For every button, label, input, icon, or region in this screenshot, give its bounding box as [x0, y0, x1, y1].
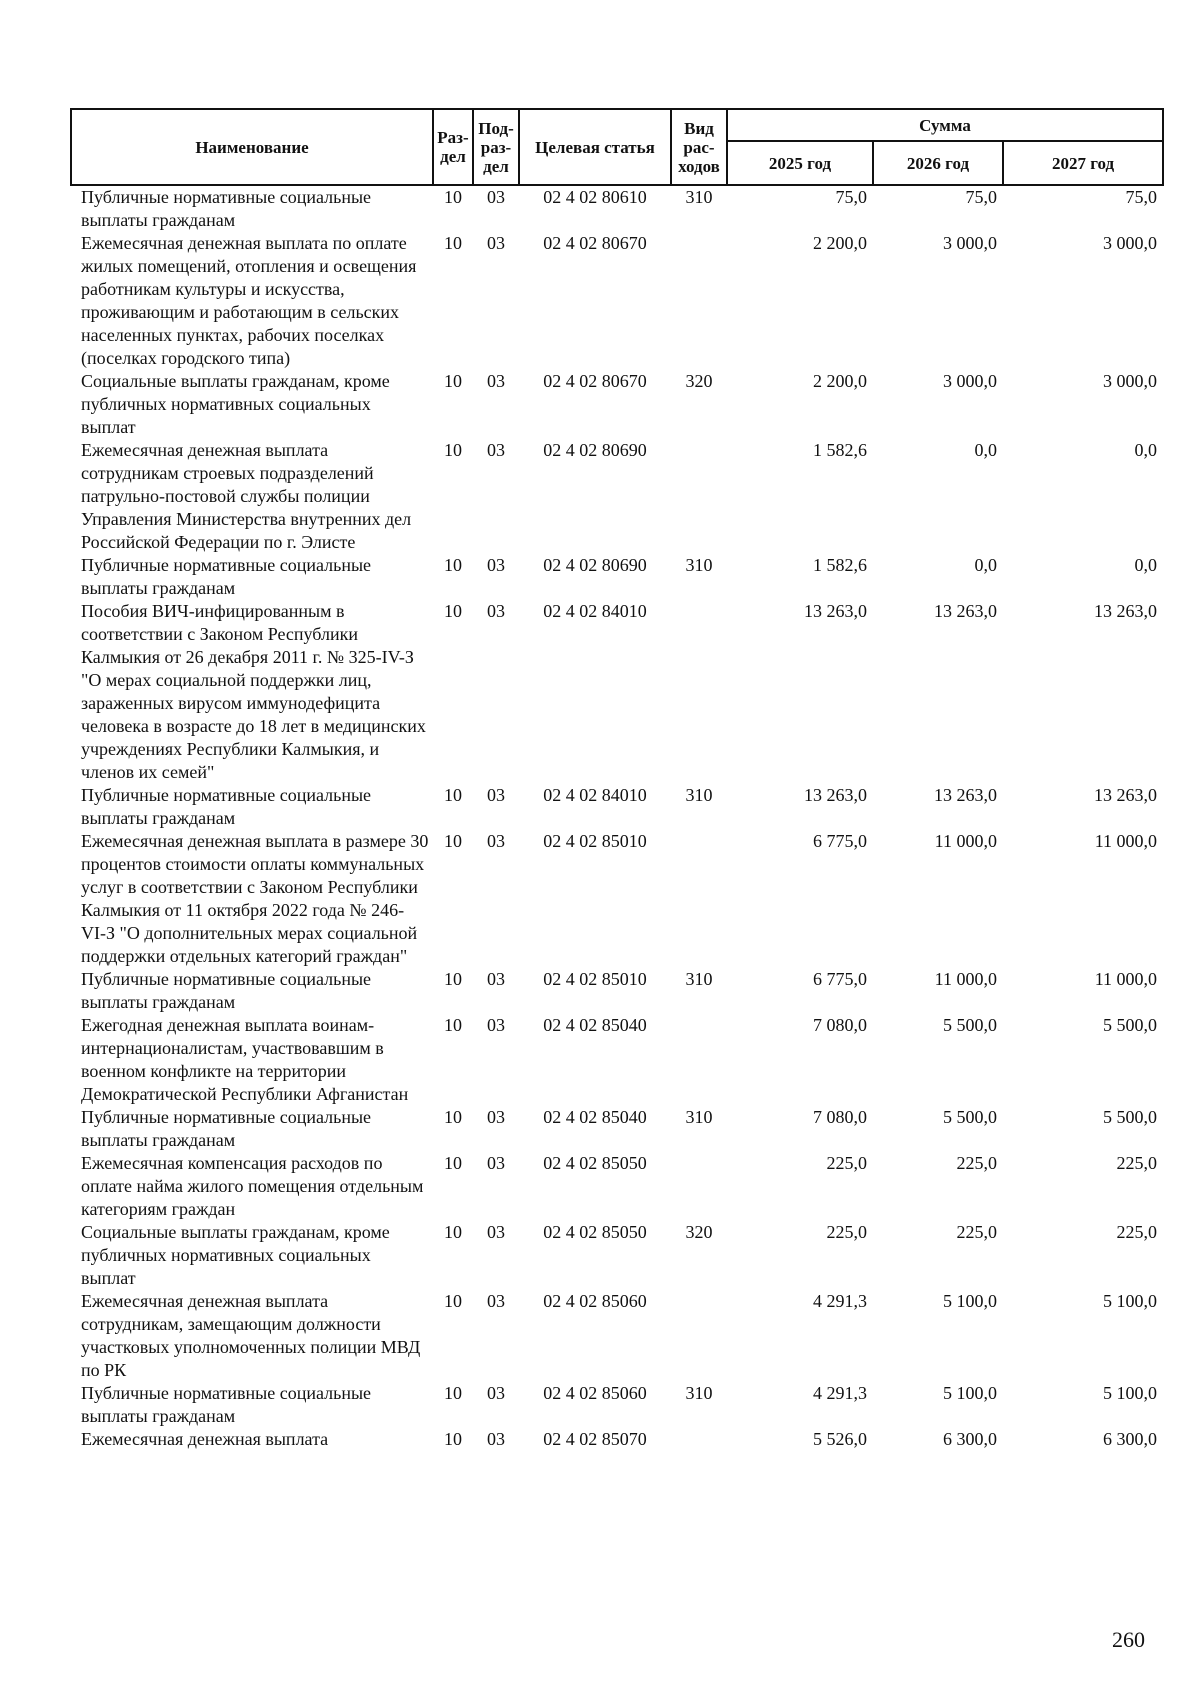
- table-row: [71, 1106, 1163, 1152]
- row-target: 02 4 02 85040: [543, 1107, 647, 1127]
- row-sum-2026: 3 000,0: [943, 371, 997, 391]
- row-name: Ежемесячная компенсация расходов по оплате найма жилого помещения отдельным категориям граждан: [81, 1153, 424, 1219]
- row-sum-2026: 5 100,0: [943, 1383, 997, 1403]
- row-podrazdel: 03: [487, 1107, 505, 1127]
- row-target: 02 4 02 85050: [543, 1222, 647, 1242]
- row-razdel: 10: [444, 187, 462, 207]
- row-sum-2027: 13 263,0: [1094, 601, 1158, 621]
- row-sum-2026: 5 500,0: [943, 1107, 997, 1127]
- row-name: Публичные нормативные социальные выплаты гражданам: [81, 1383, 372, 1426]
- row-sum-2025: 6 775,0: [813, 831, 867, 851]
- row-target: 02 4 02 80670: [543, 371, 647, 391]
- row-sum-2027: 225,0: [1116, 1222, 1158, 1242]
- table-row: [71, 232, 1163, 370]
- row-podrazdel: 03: [487, 555, 505, 575]
- row-target: 02 4 02 85070: [543, 1429, 647, 1449]
- row-sum-2027: 0,0: [1134, 555, 1158, 575]
- row-sum-2027: 11 000,0: [1094, 969, 1158, 989]
- table-row: [71, 600, 1163, 784]
- row-vid: [671, 1014, 727, 1106]
- row-podrazdel: 03: [487, 371, 505, 391]
- row-razdel: 10: [444, 1383, 462, 1403]
- row-sum-2025: 2 200,0: [813, 233, 867, 253]
- row-vid: 310: [685, 1383, 713, 1403]
- row-podrazdel: 03: [487, 187, 505, 207]
- header-name: Наименование: [71, 109, 433, 185]
- row-razdel: 10: [444, 1015, 462, 1035]
- table-row: [71, 1152, 1163, 1221]
- table-row: [71, 554, 1163, 600]
- row-podrazdel: 03: [487, 1015, 505, 1035]
- row-name: Ежемесячная денежная выплата: [81, 1429, 329, 1449]
- row-target: 02 4 02 80690: [543, 555, 647, 575]
- row-vid: 310: [685, 187, 713, 207]
- row-razdel: 10: [444, 785, 462, 805]
- row-target: 02 4 02 85010: [543, 831, 647, 851]
- header-sum: Сумма: [727, 109, 1163, 141]
- row-sum-2026: 225,0: [956, 1222, 997, 1242]
- row-sum-2025: 6 775,0: [813, 969, 867, 989]
- row-sum-2025: 13 263,0: [804, 601, 867, 621]
- row-sum-2025: 225,0: [826, 1153, 867, 1173]
- header-2025: 2025 год: [727, 141, 873, 185]
- row-podrazdel: 03: [487, 1222, 505, 1242]
- row-razdel: 10: [444, 969, 462, 989]
- row-vid: [671, 600, 727, 784]
- row-sum-2027: 3 000,0: [1103, 371, 1158, 391]
- row-name: Социальные выплаты гражданам, кроме публичных нормативных социальных выплат: [81, 371, 390, 437]
- header-podrazdel: Под-раз-дел: [473, 109, 519, 185]
- page-number: 260: [1112, 1627, 1145, 1652]
- row-vid: [671, 1290, 727, 1382]
- row-razdel: 10: [444, 233, 462, 253]
- row-sum-2026: 11 000,0: [934, 969, 997, 989]
- row-sum-2027: 75,0: [1125, 187, 1158, 207]
- table-header: [71, 109, 1163, 185]
- row-sum-2026: 13 263,0: [934, 601, 997, 621]
- row-target: 02 4 02 85060: [543, 1383, 647, 1403]
- row-target: 02 4 02 85010: [543, 969, 647, 989]
- table-row: [71, 1014, 1163, 1106]
- row-podrazdel: 03: [487, 233, 505, 253]
- row-razdel: 10: [444, 555, 462, 575]
- row-vid: [671, 1152, 727, 1221]
- table-row: [71, 968, 1163, 1014]
- table-row: [71, 1382, 1163, 1428]
- row-podrazdel: 03: [487, 440, 505, 460]
- row-sum-2026: 225,0: [956, 1153, 997, 1173]
- table-row: [71, 185, 1163, 232]
- table-body: [71, 185, 1163, 1451]
- table-row: [71, 1290, 1163, 1382]
- row-name: Ежемесячная денежная выплата в размере 30 процентов стоимости оплаты коммунальных услуг в соответствии с Законом Республики Калмыкия от 11 октября 2022 года № 246-VI-З "О дополнительных мерах социальной поддержки отдельных категорий граждан": [81, 831, 429, 966]
- row-razdel: 10: [444, 1291, 462, 1311]
- row-razdel: 10: [444, 1429, 462, 1449]
- row-sum-2027: 6 300,0: [1103, 1429, 1158, 1449]
- row-sum-2025: 7 080,0: [813, 1015, 867, 1035]
- row-sum-2026: 5 100,0: [943, 1291, 997, 1311]
- header-target: Целевая статья: [519, 109, 671, 185]
- table-row: [71, 1428, 1163, 1451]
- row-vid: 310: [685, 555, 713, 575]
- row-name: Ежемесячная денежная выплата по оплате жилых помещений, отопления и освещения работникам культуры и искусства, проживающим и работающим в сельских населенных пунктах, рабочих поселках (поселках городского типа): [81, 233, 417, 368]
- row-sum-2026: 75,0: [965, 187, 997, 207]
- row-name: Публичные нормативные социальные выплаты гражданам: [81, 1107, 372, 1150]
- header-2027: 2027 год: [1003, 141, 1163, 185]
- row-sum-2025: 4 291,3: [813, 1383, 867, 1403]
- row-sum-2027: 11 000,0: [1094, 831, 1158, 851]
- row-razdel: 10: [444, 440, 462, 460]
- row-name: Ежегодная денежная выплата воинам-интернационалистам, участвовавшим в военном конфликте на территории Демократической Республики Афганистан: [81, 1015, 409, 1104]
- row-target: 02 4 02 85050: [543, 1153, 647, 1173]
- row-target: 02 4 02 85040: [543, 1015, 647, 1035]
- row-vid: 320: [685, 371, 713, 391]
- row-razdel: 10: [444, 1153, 462, 1173]
- row-vid: 320: [685, 1222, 713, 1242]
- row-sum-2025: 1 582,6: [813, 440, 867, 460]
- row-sum-2027: 225,0: [1116, 1153, 1158, 1173]
- row-sum-2027: 13 263,0: [1094, 785, 1158, 805]
- row-sum-2027: 5 100,0: [1103, 1383, 1158, 1403]
- row-vid: [671, 1428, 727, 1451]
- row-sum-2027: 3 000,0: [1103, 233, 1158, 253]
- header-2026: 2026 год: [873, 141, 1003, 185]
- row-name: Ежемесячная денежная выплата сотрудникам, замещающим должности участковых уполномоченных полиции МВД по РК: [81, 1291, 421, 1380]
- row-vid: [671, 232, 727, 370]
- row-razdel: 10: [444, 1107, 462, 1127]
- row-razdel: 10: [444, 831, 462, 851]
- row-podrazdel: 03: [487, 969, 505, 989]
- row-podrazdel: 03: [487, 1383, 505, 1403]
- row-podrazdel: 03: [487, 1291, 505, 1311]
- row-podrazdel: 03: [487, 831, 505, 851]
- row-sum-2026: 13 263,0: [934, 785, 997, 805]
- table-row: [71, 830, 1163, 968]
- row-sum-2025: 4 291,3: [813, 1291, 867, 1311]
- row-sum-2025: 1 582,6: [813, 555, 867, 575]
- row-vid: [671, 830, 727, 968]
- header-razdel: Раз-дел: [433, 109, 473, 185]
- row-vid: 310: [685, 785, 713, 805]
- row-sum-2027: 5 500,0: [1103, 1015, 1158, 1035]
- row-target: 02 4 02 84010: [543, 601, 647, 621]
- row-sum-2025: 225,0: [826, 1222, 867, 1242]
- row-name: Пособия ВИЧ-инфицированным в соответствии с Законом Республики Калмыкия от 26 декабря 2011 г. № 325-IV-З "О мерах социальной поддержки лиц, зараженных вирусом иммунодефицита человека в возрасте до 18 лет в медицинских учреждениях Республики Калмыкия, и членов их семей": [81, 601, 426, 782]
- row-vid: 310: [685, 1107, 713, 1127]
- row-vid: [671, 439, 727, 554]
- table-row: [71, 1221, 1163, 1290]
- row-sum-2026: 0,0: [974, 440, 997, 460]
- row-sum-2027: 0,0: [1134, 440, 1158, 460]
- row-razdel: 10: [444, 371, 462, 391]
- row-name: Публичные нормативные социальные выплаты гражданам: [81, 555, 372, 598]
- row-podrazdel: 03: [487, 1429, 505, 1449]
- row-sum-2025: 2 200,0: [813, 371, 867, 391]
- row-target: 02 4 02 84010: [543, 785, 647, 805]
- row-sum-2025: 7 080,0: [813, 1107, 867, 1127]
- table-row: [71, 370, 1163, 439]
- row-name: Ежемесячная денежная выплата сотрудникам строевых подразделений патрульно-постовой службы полиции Управления Министерства внутренних дел Российской Федерации по г. Элисте: [81, 440, 412, 552]
- row-podrazdel: 03: [487, 785, 505, 805]
- row-podrazdel: 03: [487, 601, 505, 621]
- row-razdel: 10: [444, 601, 462, 621]
- row-sum-2026: 5 500,0: [943, 1015, 997, 1035]
- row-name: Социальные выплаты гражданам, кроме публичных нормативных социальных выплат: [81, 1222, 390, 1288]
- row-target: 02 4 02 80670: [543, 233, 647, 253]
- row-target: 02 4 02 80610: [543, 187, 647, 207]
- row-podrazdel: 03: [487, 1153, 505, 1173]
- row-sum-2025: 13 263,0: [804, 785, 867, 805]
- row-sum-2027: 5 500,0: [1103, 1107, 1158, 1127]
- row-razdel: 10: [444, 1222, 462, 1242]
- row-sum-2025: 5 526,0: [813, 1429, 867, 1449]
- row-target: 02 4 02 85060: [543, 1291, 647, 1311]
- budget-table: [70, 108, 1164, 1451]
- table-row: [71, 439, 1163, 554]
- row-target: 02 4 02 80690: [543, 440, 647, 460]
- row-vid: 310: [685, 969, 713, 989]
- header-vid: Вид рас-ходов: [671, 109, 727, 185]
- row-sum-2026: 0,0: [974, 555, 997, 575]
- row-sum-2026: 6 300,0: [943, 1429, 997, 1449]
- row-name: Публичные нормативные социальные выплаты гражданам: [81, 969, 372, 1012]
- row-sum-2026: 11 000,0: [934, 831, 997, 851]
- row-sum-2025: 75,0: [835, 187, 867, 207]
- row-sum-2027: 5 100,0: [1103, 1291, 1158, 1311]
- row-name: Публичные нормативные социальные выплаты гражданам: [81, 187, 372, 230]
- row-name: Публичные нормативные социальные выплаты гражданам: [81, 785, 372, 828]
- row-sum-2026: 3 000,0: [943, 233, 997, 253]
- table-row: [71, 784, 1163, 830]
